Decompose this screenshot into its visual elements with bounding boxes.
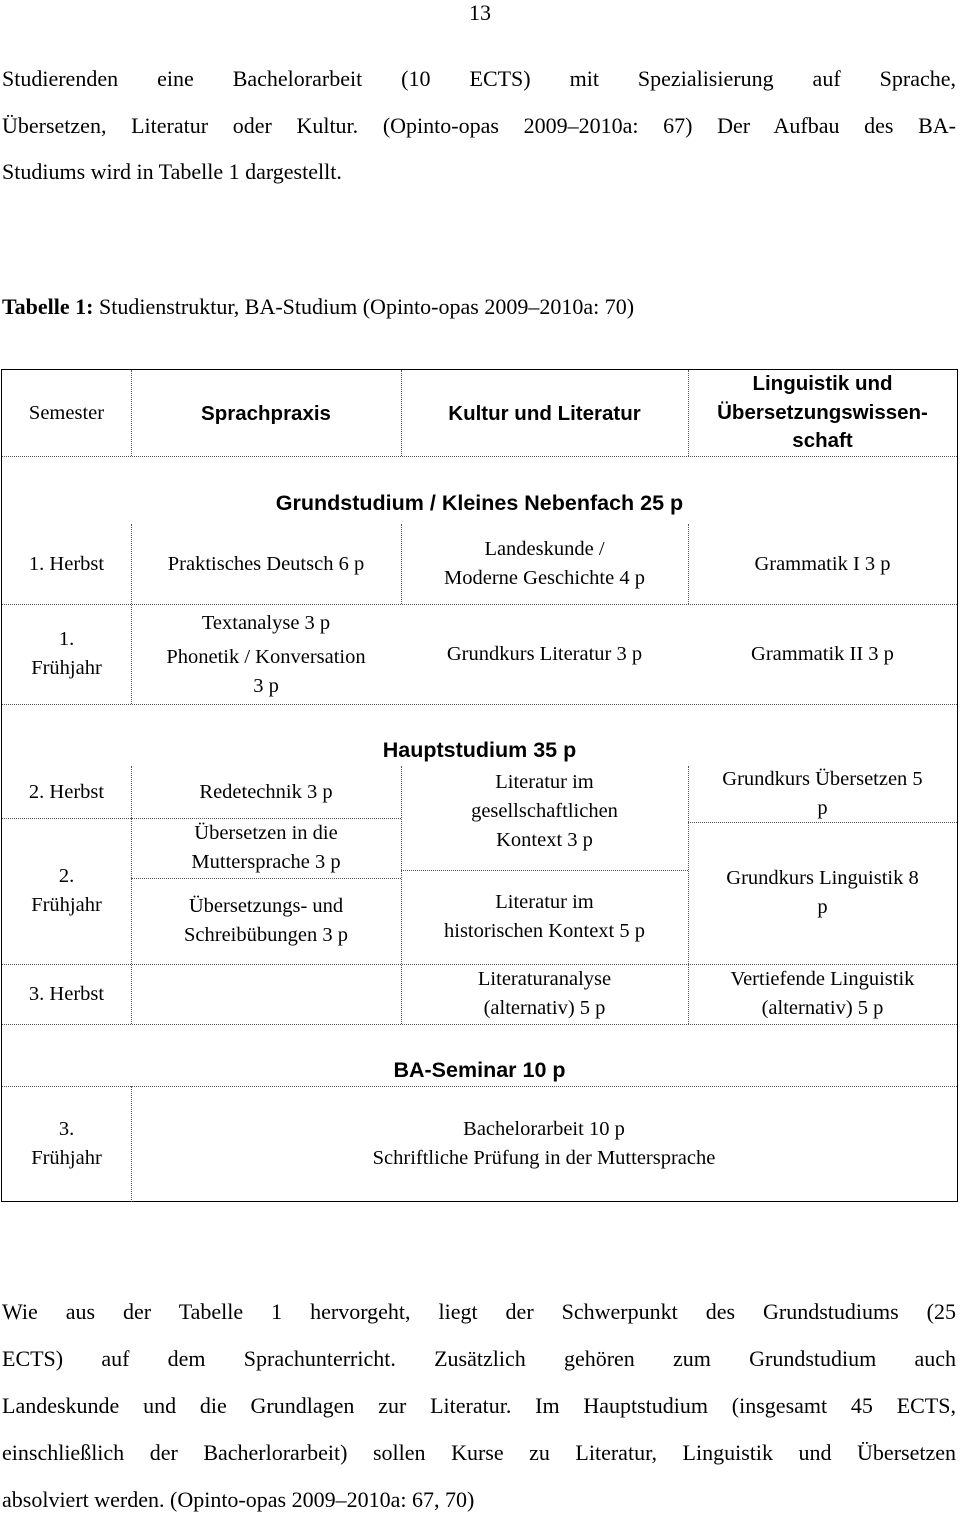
cell-grundkurs-uebersetzen bbox=[688, 766, 957, 822]
outro-line: Landeskunde und die Grundlagen zur Literatur. Im Hauptstudium (insgesamt 45 ECTS, bbox=[2, 1393, 956, 1418]
intro-line: Studiums wird in Tabelle 1 dargestellt. bbox=[2, 159, 342, 184]
cell-redetechnik: Redetechnik 3 p bbox=[199, 780, 333, 803]
section-ba-seminar-title: BA-Seminar 10 p bbox=[393, 1057, 566, 1082]
header-linguistik-line: schaft bbox=[792, 429, 853, 453]
cell-line: 3. bbox=[58, 1118, 75, 1140]
cell-line: Bachelorarbeit 10 p bbox=[463, 1118, 625, 1140]
cell-line: Frühjahr bbox=[31, 1147, 102, 1169]
header-linguistik-line: Übersetzungswissen- bbox=[717, 400, 928, 424]
semester-2-fruehjahr bbox=[2, 818, 131, 964]
cell-line: Frühjahr bbox=[31, 657, 102, 679]
cell-grammatik-2: Grammatik II 3 p bbox=[751, 642, 894, 665]
outro-line: absolviert werden. (Opinto-opas 2009–2010a: 67, 70) bbox=[2, 1487, 475, 1512]
cell-literatur-historisch bbox=[401, 870, 688, 964]
cell-line: Landeskunde / bbox=[484, 538, 605, 560]
cell-uebersetzen-muttersprache bbox=[131, 818, 401, 878]
cell-line: Phonetik / Konversation bbox=[166, 646, 366, 668]
cell-bachelorarbeit bbox=[131, 1086, 957, 1202]
outro-line: Wie aus der Tabelle 1 hervorgeht, liegt der Schwerpunkt des Grundstudiums (25 bbox=[2, 1299, 956, 1324]
semester-1-herbst: 1. Herbst bbox=[28, 552, 105, 575]
cell-line: Grundkurs Linguistik 8 bbox=[726, 867, 919, 889]
cell-line: p bbox=[817, 797, 828, 819]
outro-line: ECTS) auf dem Sprachunterricht. Zusätzlich gehören zum Grundstudium auch bbox=[2, 1346, 956, 1371]
cell-line: (alternativ) 5 p bbox=[761, 997, 884, 1019]
outro-line: einschließlich der Bacherlorarbeit) sollen Kurse zu Literatur, Linguistik und Übersetzen bbox=[2, 1440, 956, 1465]
section-hauptstudium-title: Hauptstudium 35 p bbox=[382, 737, 577, 762]
cell-schreibuebungen bbox=[131, 878, 401, 964]
cell-textanalyse: Textanalyse 3 p bbox=[201, 611, 331, 634]
outro-paragraph bbox=[2, 1288, 956, 1523]
cell-line: historischen Kontext 5 p bbox=[444, 920, 645, 942]
cell-line: Kontext 3 p bbox=[496, 828, 593, 851]
cell-line: Übersetzen in die bbox=[194, 822, 338, 844]
study-structure-table bbox=[1, 369, 958, 1202]
cell-line: Vertiefende Linguistik bbox=[730, 968, 915, 990]
cell-praktisches-deutsch: Praktisches Deutsch 6 p bbox=[167, 552, 365, 575]
cell-grammatik-1: Grammatik I 3 p bbox=[754, 552, 891, 575]
cell-line: Moderne Geschichte 4 p bbox=[444, 567, 645, 589]
cell-line: 1. bbox=[58, 628, 75, 650]
section-grundstudium-title: Grundstudium / Kleines Nebenfach 25 p bbox=[275, 490, 684, 515]
cell-literaturanalyse bbox=[401, 964, 688, 1024]
intro-paragraph bbox=[2, 56, 956, 196]
header-linguistik bbox=[688, 370, 957, 456]
intro-line: Studierenden eine Bachelorarbeit (10 ECTS) mit Spezialisierung auf Sprache, bbox=[2, 66, 956, 91]
header-sprachpraxis: Sprachpraxis bbox=[201, 401, 331, 425]
cell-line: 2. bbox=[58, 865, 75, 887]
cell-vertiefende-linguistik bbox=[688, 964, 957, 1024]
header-kultur-literatur: Kultur und Literatur bbox=[448, 401, 641, 425]
cell-line: (alternativ) 5 p bbox=[483, 997, 606, 1019]
cell-grundkurs-literatur: Grundkurs Literatur 3 p bbox=[446, 642, 643, 665]
cell-line: Schriftliche Prüfung in der Muttersprache bbox=[372, 1147, 716, 1169]
cell-line: Schreibübungen 3 p bbox=[184, 924, 348, 946]
cell-literatur-gesellschaft bbox=[401, 766, 688, 856]
cell-line: 3 p bbox=[253, 675, 279, 697]
semester-1-fruehjahr bbox=[2, 604, 131, 704]
caption-text: Studienstruktur, BA-Studium (Opinto-opas 2009–2010a: 70) bbox=[93, 294, 635, 319]
cell-line: gesellschaftlichen bbox=[471, 799, 618, 822]
semester-2-herbst: 2. Herbst bbox=[28, 780, 105, 803]
cell-landeskunde bbox=[401, 524, 688, 604]
semester-3-fruehjahr bbox=[2, 1086, 131, 1202]
intro-line: Übersetzen, Literatur oder Kultur. (Opinto-opas 2009–2010a: 67) Der Aufbau des BA- bbox=[2, 112, 956, 138]
cell-line: p bbox=[817, 896, 828, 918]
page-number: 13 bbox=[469, 0, 491, 25]
cell-line: Literatur im bbox=[495, 770, 594, 793]
cell-line: Literaturanalyse bbox=[477, 968, 612, 990]
table-caption bbox=[2, 293, 634, 321]
cell-line: Übersetzungs- und bbox=[188, 895, 344, 917]
caption-label: Tabelle 1: bbox=[2, 294, 94, 319]
header-semester: Semester bbox=[28, 401, 105, 424]
cell-line: Literatur im bbox=[495, 891, 594, 913]
semester-3-herbst: 3. Herbst bbox=[28, 982, 105, 1005]
cell-line: Muttersprache 3 p bbox=[191, 851, 341, 873]
cell-grundkurs-linguistik bbox=[688, 822, 957, 964]
header-linguistik-line: Linguistik und bbox=[752, 372, 893, 396]
cell-phonetik bbox=[131, 642, 401, 702]
cell-line: Frühjahr bbox=[31, 894, 102, 916]
cell-line: Grundkurs Übersetzen 5 bbox=[722, 768, 923, 790]
